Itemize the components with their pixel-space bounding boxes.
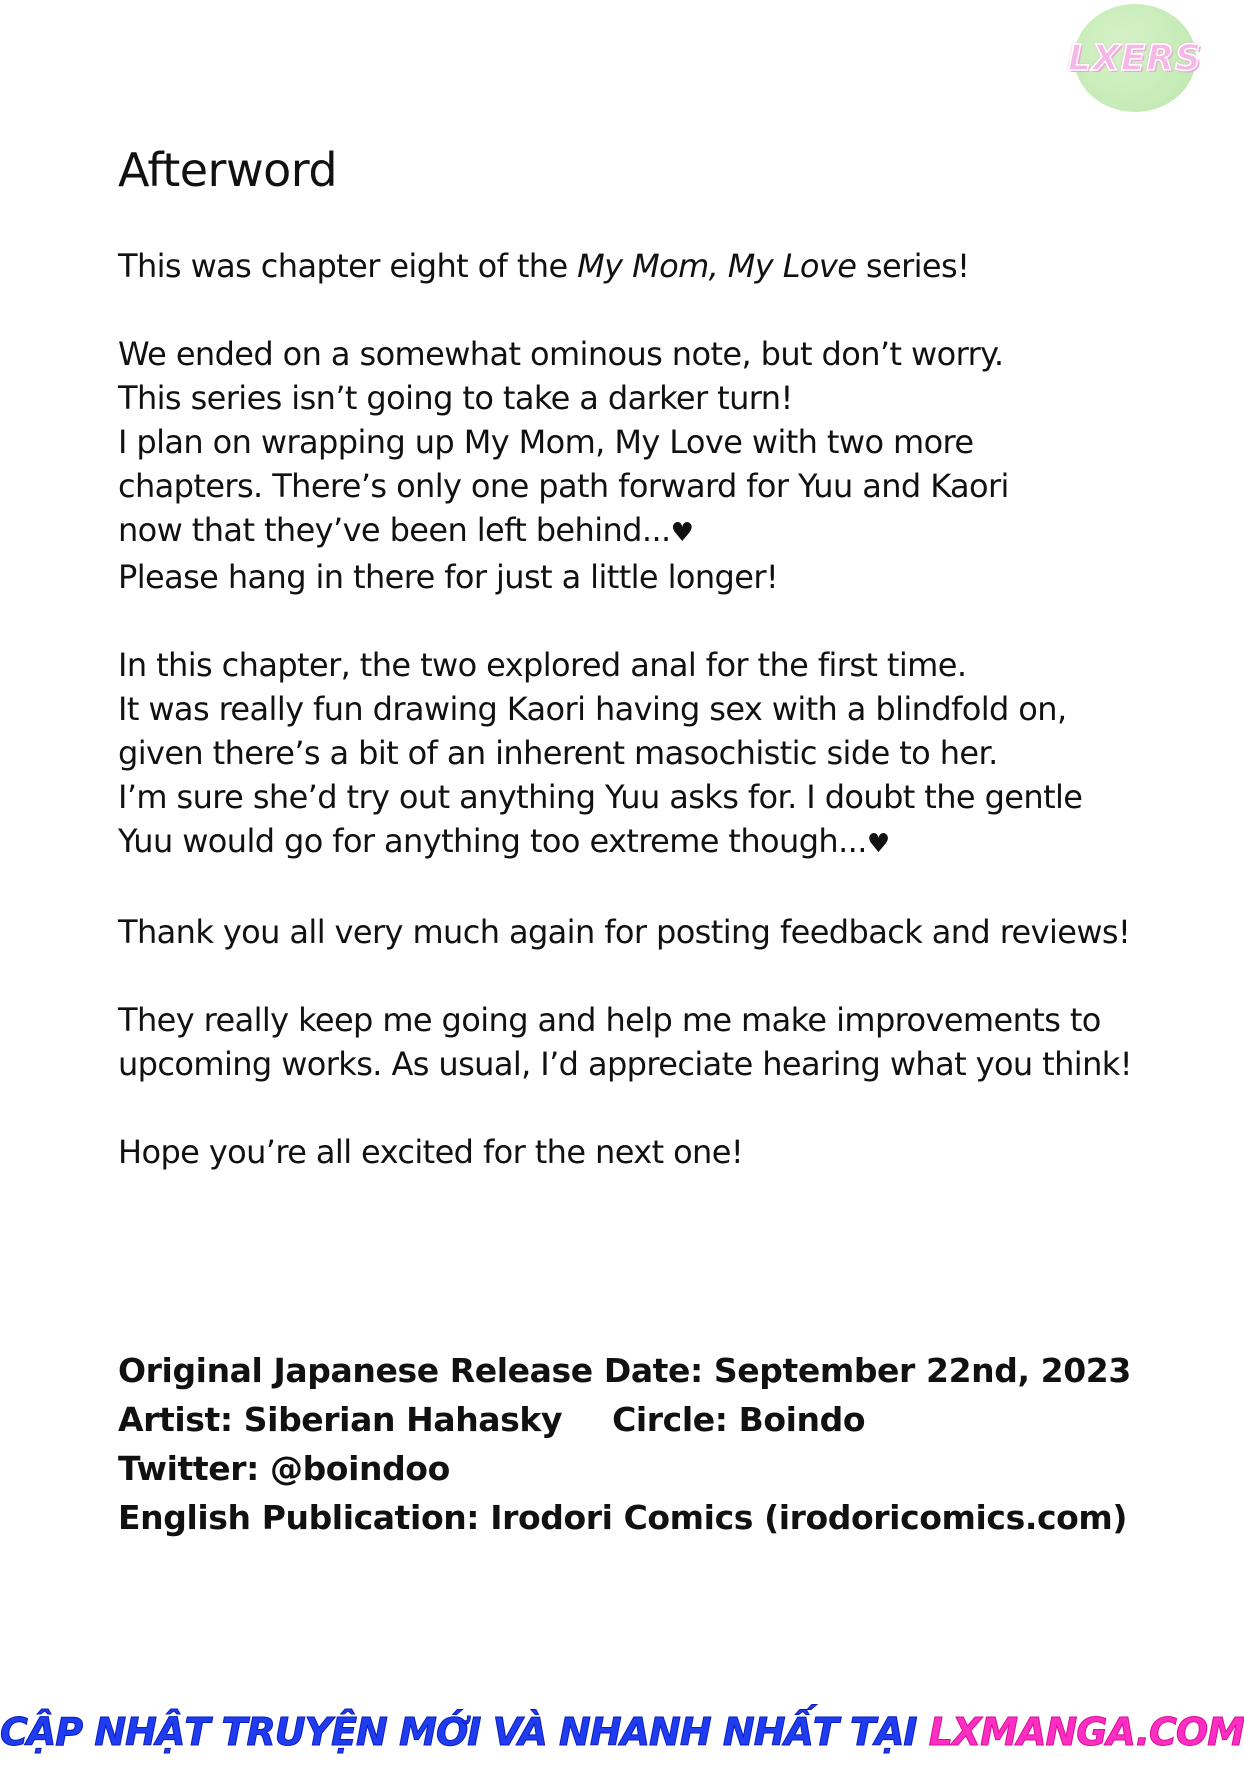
afterword-content [118,140,1132,1218]
paragraph-1 [118,332,1118,599]
text-line: chapters. There’s only one path forward for Yuu and Kaori [118,467,1009,505]
banner-site-link[interactable]: LXMANGA.COM [928,1710,1244,1754]
release-date: Original Japanese Release Date: September 22nd, 2023 [118,1351,1131,1390]
text-line: now that they’ve been left behind...♥ [118,511,694,549]
text-line: I’m sure she’d try out anything Yuu asks for. I doubt the gentle [118,778,1083,816]
paragraph-2 [118,643,1118,866]
paragraph-5 [118,1130,1118,1174]
text-line: This series isn’t going to take a darker turn! [118,379,793,417]
series-title: My Mom, My Love [577,247,857,285]
artist-circle-line [118,1395,1131,1444]
watermark-logo [1068,4,1202,112]
paragraph-3 [118,910,1131,954]
paragraph-4 [118,998,1132,1086]
heart-icon: ♥ [866,829,890,859]
text-line: They really keep me going and help me make improvements to [118,1001,1101,1039]
text-line: We ended on a somewhat ominous note, but don’t worry. [118,335,1004,373]
text-line: It was really fun drawing Kaori having sex with a blindfold on, [118,690,1067,728]
site-banner [0,1710,1244,1754]
text-line: Hope you’re all excited for the next one! [118,1133,744,1171]
text-line: Thank you all very much again for posting feedback and reviews! [118,913,1131,951]
text-line: Yuu would go for anything too extreme though...♥ [118,822,890,860]
publication-credit: English Publication: Irodori Comics (irodoricomics.com) [118,1498,1128,1537]
text-line: This was chapter eight of the My Mom, My Love series! [118,247,970,285]
text-line: given there’s a bit of an inherent masochistic side to her. [118,734,998,772]
text-line: I plan on wrapping up My Mom, My Love with two more [118,423,974,461]
watermark-logo-text: LXERS [1068,37,1202,79]
text-line: upcoming works. As usual, I’d appreciate hearing what you think! [118,1045,1132,1083]
text-line: In this chapter, the two explored anal for the first time. [118,646,967,684]
credits-block [118,1346,1131,1542]
circle-credit: Circle: Boindo [612,1400,866,1439]
intro-paragraph [118,244,1118,288]
twitter-handle: Twitter: @boindoo [118,1449,450,1488]
text-line: Please hang in there for just a little longer! [118,558,779,596]
banner-text: CẬP NHẬT TRUYỆN MỚI VÀ NHANH NHẤT TẠI [0,1710,929,1754]
page-title: Afterword [118,143,338,197]
artist-credit: Artist: Siberian Hahasky [118,1400,563,1439]
heart-icon: ♥ [670,518,694,548]
